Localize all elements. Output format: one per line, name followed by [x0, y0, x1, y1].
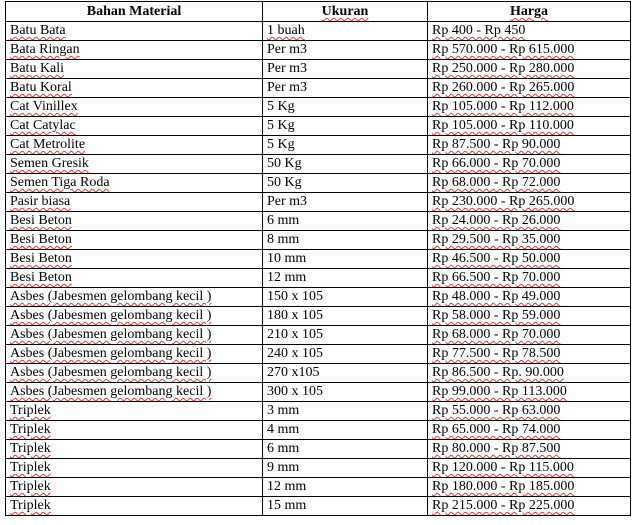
ukuran-cell-text: 15 mm	[267, 498, 307, 513]
harga-cell	[428, 22, 631, 41]
harga-cell-text: Rp 400 - Rp 450	[432, 23, 526, 38]
harga-cell	[428, 288, 631, 307]
table-row	[6, 136, 631, 155]
harga-cell	[428, 421, 631, 440]
material-cell	[6, 364, 263, 383]
material-cell	[6, 478, 263, 497]
ukuran-cell	[263, 41, 428, 60]
ukuran-cell-text: 3 mm	[267, 403, 300, 418]
ukuran-cell	[263, 22, 428, 41]
material-cell-text: Batu Bata	[10, 23, 66, 38]
material-cell	[6, 41, 263, 60]
harga-cell-text: Rp 46.500 - Rp 50.000	[432, 251, 561, 266]
harga-cell	[428, 250, 631, 269]
material-cell-text: Asbes (Jabesmen gelombang kecil )	[10, 308, 212, 323]
material-cell	[6, 402, 263, 421]
ukuran-cell	[263, 98, 428, 117]
material-cell-text: Pasir biasa	[10, 194, 71, 209]
harga-cell	[428, 60, 631, 79]
harga-cell-text: Rp 55.000 - Rp 63.000	[432, 403, 561, 418]
material-cell	[6, 174, 263, 193]
ukuran-cell-text: 5 Kg	[267, 137, 295, 152]
table-row	[6, 231, 631, 250]
table-row	[6, 155, 631, 174]
ukuran-cell-text: 6 mm	[267, 441, 300, 456]
ukuran-cell-text: 12 mm	[267, 479, 307, 494]
table-body	[6, 22, 631, 516]
table-row	[6, 41, 631, 60]
ukuran-cell-text: Per m3	[267, 61, 308, 76]
table-row	[6, 288, 631, 307]
material-cell	[6, 22, 263, 41]
table-row	[6, 307, 631, 326]
table-header	[6, 2, 631, 22]
harga-cell	[428, 136, 631, 155]
ukuran-cell	[263, 231, 428, 250]
material-cell	[6, 383, 263, 402]
material-cell	[6, 250, 263, 269]
material-cell	[6, 98, 263, 117]
material-cell	[6, 440, 263, 459]
material-cell	[6, 155, 263, 174]
material-cell-text: Cat Metrolite	[10, 137, 86, 152]
table-row	[6, 193, 631, 212]
header-harga-text: Harga	[509, 4, 549, 19]
harga-cell	[428, 155, 631, 174]
ukuran-cell-text: 12 mm	[267, 270, 307, 285]
material-cell-text: Semen Tiga Roda	[10, 175, 110, 190]
harga-cell-text: Rp 48.000 - Rp 49.000	[432, 289, 561, 304]
ukuran-cell-text: 10 mm	[267, 251, 307, 266]
table-row	[6, 22, 631, 41]
ukuran-cell	[263, 155, 428, 174]
harga-cell	[428, 497, 631, 516]
ukuran-cell	[263, 288, 428, 307]
ukuran-cell-text: 50 Kg	[267, 156, 302, 171]
ukuran-cell	[263, 364, 428, 383]
table-row	[6, 402, 631, 421]
material-cell	[6, 212, 263, 231]
harga-cell-text: Rp 215.000 - Rp 225.000	[432, 498, 575, 513]
material-cell	[6, 136, 263, 155]
ukuran-cell-text: Per m3	[267, 80, 308, 95]
material-cell-text: Besi Beton	[10, 232, 72, 247]
ukuran-cell	[263, 478, 428, 497]
ukuran-cell	[263, 383, 428, 402]
ukuran-cell-text: 9 mm	[267, 460, 300, 475]
table-row	[6, 364, 631, 383]
table-row	[6, 345, 631, 364]
material-cell-text: Asbes (Jabesmen gelombang kecil )	[10, 327, 212, 342]
material-cell-text: Asbes (Jabesmen gelombang kecil )	[10, 289, 212, 304]
ukuran-cell	[263, 117, 428, 136]
material-cell-text: Triplek	[10, 498, 51, 513]
harga-cell-text: Rp 105.000 - Rp 112.000	[432, 99, 574, 114]
material-cell-text: Cat Vinillex	[10, 99, 78, 114]
header-ukuran	[263, 2, 428, 22]
ukuran-cell	[263, 326, 428, 345]
harga-cell-text: Rp 68.000 - Rp 72.000	[432, 175, 561, 190]
material-cell-text: Triplek	[10, 403, 51, 418]
material-cell-text: Asbes (Jabesmen gelombang kecil )	[10, 346, 212, 361]
harga-cell-text: Rp 66.500 - Rp 70.000	[432, 270, 561, 285]
ukuran-cell	[263, 79, 428, 98]
material-cell-text: Batu Koral	[10, 80, 72, 95]
material-cell-text: Besi Beton	[10, 251, 72, 266]
harga-cell	[428, 41, 631, 60]
material-cell-text: Besi Beton	[10, 213, 72, 228]
harga-cell	[428, 459, 631, 478]
ukuran-cell	[263, 345, 428, 364]
table-row	[6, 478, 631, 497]
ukuran-cell	[263, 497, 428, 516]
harga-cell	[428, 345, 631, 364]
material-cell-text: Triplek	[10, 479, 51, 494]
table-row	[6, 383, 631, 402]
harga-cell	[428, 174, 631, 193]
harga-cell	[428, 326, 631, 345]
material-cell	[6, 307, 263, 326]
ukuran-cell	[263, 174, 428, 193]
ukuran-cell	[263, 307, 428, 326]
harga-cell	[428, 193, 631, 212]
harga-cell-text: Rp 58.000 - Rp 59.000	[432, 308, 561, 323]
ukuran-cell-text: 240 x 105	[267, 346, 323, 361]
harga-cell	[428, 307, 631, 326]
harga-cell	[428, 269, 631, 288]
harga-cell	[428, 212, 631, 231]
ukuran-cell-text: 180 x 105	[267, 308, 323, 323]
harga-cell-text: Rp 24.000 - Rp 26.000	[432, 213, 561, 228]
header-row	[6, 2, 631, 22]
harga-cell-text: Rp 120.000 - Rp 115.000	[432, 460, 574, 475]
table-row	[6, 250, 631, 269]
harga-cell	[428, 440, 631, 459]
ukuran-cell-text: 270 x105	[267, 365, 320, 380]
material-cell-text: Triplek	[10, 441, 51, 456]
ukuran-cell	[263, 421, 428, 440]
material-cell-text: Semen Gresik	[10, 156, 89, 171]
harga-cell	[428, 98, 631, 117]
table-row	[6, 497, 631, 516]
material-cell	[6, 288, 263, 307]
table-row	[6, 212, 631, 231]
header-ukuran-text: Ukuran	[321, 4, 369, 19]
ukuran-cell-text: 50 Kg	[267, 175, 302, 190]
harga-cell-text: Rp 77.500 - Rp 78.500	[432, 346, 561, 361]
material-cell	[6, 117, 263, 136]
price-table	[5, 1, 631, 516]
harga-cell	[428, 383, 631, 402]
ukuran-cell	[263, 193, 428, 212]
harga-cell	[428, 231, 631, 250]
material-cell-text: Batu Kali	[10, 61, 65, 76]
harga-cell	[428, 478, 631, 497]
harga-cell	[428, 364, 631, 383]
table-row	[6, 98, 631, 117]
table-row	[6, 269, 631, 288]
table-row	[6, 79, 631, 98]
ukuran-cell	[263, 136, 428, 155]
material-cell-text: Asbes (Jabesmen gelombang kecil )	[10, 365, 212, 380]
harga-cell-text: Rp 230.000 - Rp 265.000	[432, 194, 575, 209]
harga-cell-text: Rp 260.000 - Rp 265.000	[432, 80, 575, 95]
material-cell	[6, 497, 263, 516]
material-cell-text: Triplek	[10, 460, 51, 475]
material-cell	[6, 269, 263, 288]
material-cell-text: Besi Beton	[10, 270, 72, 285]
ukuran-cell-text: 6 mm	[267, 213, 300, 228]
harga-cell-text: Rp 105.000 - Rp 110.000	[432, 118, 574, 133]
harga-cell-text: Rp 68.000 - Rp 70.000	[432, 327, 561, 342]
harga-cell-text: Rp 570.000 - Rp 615.000	[432, 42, 575, 57]
ukuran-cell	[263, 250, 428, 269]
material-cell	[6, 326, 263, 345]
header-harga	[428, 2, 631, 22]
material-cell-text: Asbes (Jabesmen gelombang kecil )	[10, 384, 212, 399]
harga-cell	[428, 79, 631, 98]
harga-cell-text: Rp 99.000 - Rp 113.000	[432, 384, 567, 399]
table-row	[6, 117, 631, 136]
ukuran-cell	[263, 402, 428, 421]
harga-cell-text: Rp 65.000 - Rp 74.000	[432, 422, 561, 437]
header-bahan-material: Bahan Material	[6, 2, 263, 22]
ukuran-cell	[263, 212, 428, 231]
table-row	[6, 60, 631, 79]
ukuran-cell-text: 4 mm	[267, 422, 300, 437]
material-cell	[6, 345, 263, 364]
ukuran-cell-text: 300 x 105	[267, 384, 323, 399]
ukuran-cell	[263, 440, 428, 459]
ukuran-cell	[263, 269, 428, 288]
harga-cell-text: Rp 87.500 - Rp 90.000	[432, 137, 561, 152]
harga-cell-text: Rp 80.000 - Rp 87.500	[432, 441, 561, 456]
table-row	[6, 421, 631, 440]
harga-cell-text: Rp 29.500 - Rp 35.000	[432, 232, 561, 247]
ukuran-cell-text: 5 Kg	[267, 99, 295, 114]
ukuran-cell-text: 8 mm	[267, 232, 300, 247]
table-row	[6, 326, 631, 345]
material-cell-text: Bata Ringan	[10, 42, 80, 57]
material-cell	[6, 459, 263, 478]
harga-cell-text: Rp 180.000 - Rp 185.000	[432, 479, 575, 494]
harga-cell-text: Rp 66.000 - Rp 70.000	[432, 156, 561, 171]
material-cell-text: Cat Catylac	[10, 118, 76, 133]
table-row	[6, 459, 631, 478]
material-cell	[6, 79, 263, 98]
material-cell	[6, 193, 263, 212]
ukuran-cell-text: Per m3	[267, 194, 308, 209]
ukuran-cell-text: 210 x 105	[267, 327, 323, 342]
ukuran-cell-text: 5 Kg	[267, 118, 295, 133]
ukuran-cell-text: 1 buah	[267, 23, 305, 38]
material-cell	[6, 421, 263, 440]
ukuran-cell	[263, 459, 428, 478]
material-cell-text: Triplek	[10, 422, 51, 437]
ukuran-cell-text: Per m3	[267, 42, 308, 57]
harga-cell	[428, 117, 631, 136]
harga-cell-text: Rp 86.500 - Rp. 90.000	[432, 365, 564, 380]
harga-cell-text: Rp 250.000 - Rp 280.000	[432, 61, 575, 76]
ukuran-cell-text: 150 x 105	[267, 289, 323, 304]
ukuran-cell	[263, 60, 428, 79]
table-row	[6, 440, 631, 459]
table-row	[6, 174, 631, 193]
harga-cell	[428, 402, 631, 421]
material-cell	[6, 231, 263, 250]
material-cell	[6, 60, 263, 79]
